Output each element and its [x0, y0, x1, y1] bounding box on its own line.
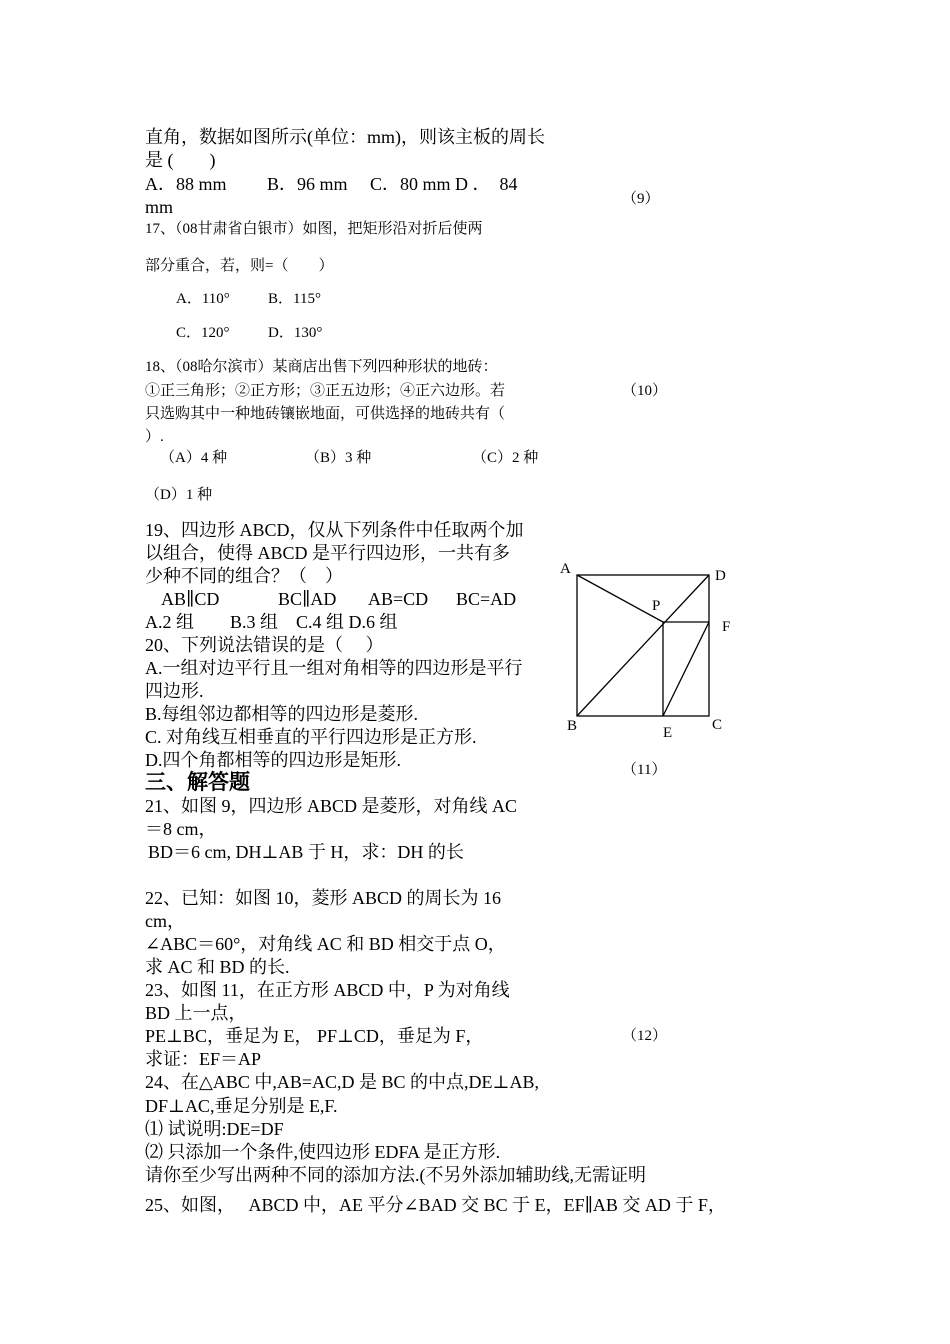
- q25-line1: 25、如图， ABCD 中，AE 平分∠BAD 交 BC 于 E，EF∥AB 交 AD 于 F，: [145, 1195, 726, 1215]
- q22-line4: 求 AC 和 BD 的长.: [145, 957, 290, 977]
- q22-line1: 22、已知：如图 10，菱形 ABCD 的周长为 16: [145, 888, 502, 908]
- q17-option-b: B．115°: [268, 291, 321, 307]
- q16-line4: mm: [145, 197, 174, 217]
- q22-line2: cm，: [145, 911, 185, 931]
- q23-line1: 23、如图 11，在正方形 ABCD 中，P 为对角线: [145, 980, 510, 1000]
- q24-line5: 请你至少写出两种不同的添加方法.(不另外添加辅助线,无需证明: [145, 1165, 646, 1185]
- q24-line1: 24、在△ABC 中,AB=AC,D 是 BC 的中点,DE⊥AB,: [145, 1072, 539, 1092]
- label-f: F: [722, 619, 731, 635]
- label-e: E: [663, 725, 673, 741]
- q18-option-b: （B）3 种: [305, 450, 372, 466]
- label-c: C: [712, 717, 723, 733]
- q17-line2: 部分重合，若，则=（ ）: [145, 258, 334, 274]
- q16-line2: 是 ( ): [145, 150, 216, 170]
- q20-option-d: D.四个角都相等的四边形是矩形.: [145, 750, 401, 770]
- q21-line3: BD＝6 cm, DH⊥AB 于 H，求：DH 的长: [148, 842, 464, 862]
- q24-line2: DF⊥AC,垂足分别是 E,F.: [145, 1096, 338, 1116]
- q20-option-a-line1: A.一组对边平行且一组对角相等的四边形是平行: [145, 658, 523, 678]
- q18-line1: 18、（08哈尔滨市）某商店出售下列四种形状的地砖：: [145, 359, 498, 375]
- diagonal-bd: [577, 575, 709, 716]
- caption-fig12: （12）: [622, 1028, 668, 1044]
- q23-line3: PE⊥BC，垂足为 E， PF⊥CD，垂足为 F，: [145, 1026, 484, 1046]
- q17-option-d: D．130°: [268, 325, 323, 341]
- q22-line3: ∠ABC＝60°，对角线 AC 和 BD 相交于点 O，: [145, 934, 506, 954]
- q17-line1: 17、（08甘肃省白银市）如图，把矩形沿对折后使两: [145, 221, 483, 237]
- section-heading-answer-questions: 三、解答题: [145, 770, 250, 794]
- q18-option-c: （C）2 种: [472, 450, 539, 466]
- label-b: B: [567, 718, 578, 734]
- q18-line3: 只选购其中一种地砖镶嵌地面，可供选择的地砖共有（: [145, 406, 506, 422]
- q16-options: A．88 mm B．96 mm C．80 mm D ． 84: [145, 174, 518, 194]
- q16-line1: 直角，数据如图所示(单位：mm)，则该主板的周长: [145, 127, 545, 147]
- q21-line1: 21、如图 9，四边形 ABCD 是菱形，对角线 AC: [145, 796, 518, 816]
- q20-option-c: C. 对角线互相垂直的平行四边形是正方形.: [145, 727, 477, 747]
- q20-option-b: B.每组邻边都相等的四边形是菱形.: [145, 704, 419, 724]
- q23-line4: 求证：EF＝AP: [145, 1049, 262, 1069]
- q17-option-c: C．120°: [176, 325, 230, 341]
- label-p: P: [652, 598, 661, 614]
- figure-11-square-diagram: [555, 558, 755, 748]
- q19-line2: 以组合，使得 ABCD 是平行四边形，一共有多: [145, 543, 511, 563]
- caption-fig11: （11）: [622, 762, 667, 778]
- q18-line4: ）.: [145, 429, 164, 445]
- caption-fig10: （10）: [622, 383, 668, 399]
- q19-condition-4: BC=AD: [456, 589, 517, 609]
- q21-line2: ＝8 cm，: [145, 819, 217, 839]
- q19-line3: 少种不同的组合？（ ）: [145, 566, 343, 586]
- caption-fig9: （9）: [622, 191, 660, 207]
- q19-condition-2: BC∥AD: [278, 589, 337, 609]
- q20-option-a-line2: 四边形.: [145, 681, 204, 701]
- q18-option-d: （D）1 种: [145, 487, 213, 503]
- q19-options: A.2 组 B.3 组 C.4 组 D.6 组: [145, 612, 398, 632]
- q18-line2: ①正三角形；②正方形；③正五边形；④正六边形。若: [145, 383, 506, 399]
- q19-condition-3: AB=CD: [368, 589, 429, 609]
- q19-line1: 19、四边形 ABCD，仅从下列条件中任取两个加: [145, 520, 524, 540]
- q24-line3: ⑴ 试说明:DE=DF: [145, 1119, 284, 1139]
- segment-ef: [663, 622, 709, 716]
- q24-line4: ⑵ 只添加一个条件,使四边形 EDFA 是正方形.: [145, 1142, 501, 1162]
- q23-line2: BD 上一点，: [145, 1003, 247, 1023]
- label-d: D: [715, 568, 726, 584]
- q19-condition-1: AB∥CD: [161, 589, 220, 609]
- label-a: A: [560, 561, 571, 577]
- q18-option-a: （A）4 种: [160, 450, 228, 466]
- q17-option-a: A．110°: [176, 291, 230, 307]
- segment-ap: [577, 575, 663, 622]
- q20-line1: 20、下列说法错误的是（ ）: [145, 635, 384, 655]
